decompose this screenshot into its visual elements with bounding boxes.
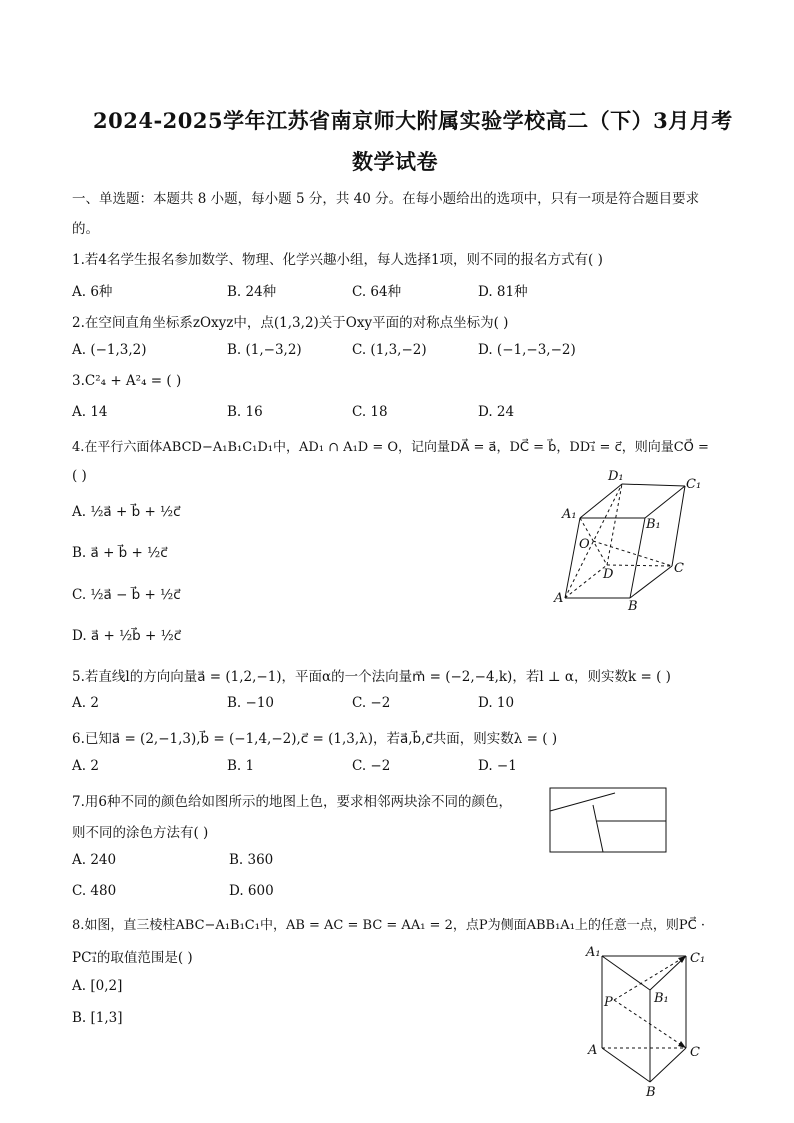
label-b: B xyxy=(646,1085,656,1100)
label-d1: D₁ xyxy=(608,469,624,484)
question-5-option-b: B. −10 xyxy=(227,695,274,711)
label-c: C xyxy=(690,1045,700,1060)
label-d: D xyxy=(603,567,614,582)
question-4-option-b: B. a⃗ + b⃗ + ½c⃗ xyxy=(72,545,168,561)
question-4-stem: 4.在平行六面体ABCD−A₁B₁C₁D₁中，AD₁ ∩ A₁D = O，记向量DA⃗ = a⃗，DC⃗ = b⃗，DD₁⃗ = c⃗，则向量CO⃗ = xyxy=(72,440,709,455)
page-title: 2024-2025学年江苏省南京师大附属实验学校高二（下）3月月考 xyxy=(93,108,733,133)
label-a: A xyxy=(554,591,564,606)
question-2-option-c: C. (1,3,−2) xyxy=(352,342,427,358)
question-5-option-d: D. 10 xyxy=(478,695,515,711)
question-6-option-c: C. −2 xyxy=(352,758,391,774)
question-1-option-d: D. 81种 xyxy=(478,284,528,300)
question-6-stem: 6.已知a⃗ = (2,−1,3),b⃗ = (−1,4,−2),c⃗ = (1,3,λ)，若a⃗,b⃗,c⃗共面，则实数λ = ( ) xyxy=(72,731,558,747)
question-1-option-b: B. 24种 xyxy=(227,284,277,300)
question-5-stem: 5.若直线l的方向向量a⃗ = (1,2,−1)，平面α的一个法向量m⃗ = (−2,−4,k)，若l ⊥ α，则实数k = ( ) xyxy=(72,669,671,685)
parallelepiped-figure xyxy=(550,468,710,618)
question-2-stem: 2.在空间直角坐标系zOxyz中，点(1,3,2)关于Oxy平面的对称点坐标为( ) xyxy=(72,315,509,331)
section-heading-line2: 的。 xyxy=(72,221,99,237)
label-a: A xyxy=(588,1043,598,1058)
label-o: O xyxy=(579,537,590,552)
question-2-option-b: B. (1,−3,2) xyxy=(227,342,302,358)
question-7-option-b: B. 360 xyxy=(229,852,274,868)
label-c: C xyxy=(674,561,684,576)
question-4-stem-paren: ( ) xyxy=(72,468,87,484)
question-1-option-c: C. 64种 xyxy=(352,284,402,300)
question-3-option-c: C. 18 xyxy=(352,404,388,420)
question-8-stem-line2: PC₁⃗的取值范围是( ) xyxy=(72,950,193,966)
question-2-option-a: A. (−1,3,2) xyxy=(72,342,147,358)
question-5-option-a: A. 2 xyxy=(72,695,99,711)
question-6-option-b: B. 1 xyxy=(227,758,255,774)
question-4-option-d: D. a⃗ + ½b⃗ + ½c⃗ xyxy=(72,628,182,644)
question-2-option-d: D. (−1,−3,−2) xyxy=(478,342,576,358)
question-3-stem: 3.C²₄ + A²₄ = ( ) xyxy=(72,373,182,389)
question-1-stem: 1.若4名学生报名参加数学、物理、化学兴趣小组，每人选择1项，则不同的报名方式有( ) xyxy=(72,252,603,268)
question-4-option-a: A. ½a⃗ + b⃗ + ½c⃗ xyxy=(72,504,181,520)
label-a1: A₁ xyxy=(562,507,577,522)
map-figure xyxy=(549,787,669,855)
question-7-stem-line1: 7.用6种不同的颜色给如图所示的地图上色，要求相邻两块涂不同的颜色， xyxy=(72,794,512,810)
label-c1: C₁ xyxy=(686,477,702,492)
question-3-option-a: A. 14 xyxy=(72,404,108,420)
section-heading-line1: 一、单选题：本题共 8 小题，每小题 5 分，共 40 分。在每小题给出的选项中，只有一项是符合题目要求 xyxy=(72,191,700,207)
question-8-option-b: B. [1,3] xyxy=(72,1010,123,1026)
page-subtitle: 数学试卷 xyxy=(352,149,438,174)
label-p: P xyxy=(604,995,613,1010)
question-4-option-c: C. ½a⃗ − b⃗ + ½c⃗ xyxy=(72,587,181,603)
label-b1: B₁ xyxy=(646,517,661,532)
label-b1: B₁ xyxy=(654,991,669,1006)
question-3-option-d: D. 24 xyxy=(478,404,515,420)
question-5-option-c: C. −2 xyxy=(352,695,391,711)
question-8-option-a: A. [0,2] xyxy=(72,978,123,994)
label-c1: C₁ xyxy=(690,951,706,966)
label-b: B xyxy=(628,599,638,614)
question-7-option-a: A. 240 xyxy=(72,852,117,868)
prism-figure xyxy=(582,942,722,1102)
question-8-stem-line1: 8.如图，直三棱柱ABC−A₁B₁C₁中，AB = AC = BC = AA₁ = 2，点P为侧面ABB₁A₁上的任意一点，则PC⃗ · xyxy=(72,918,705,933)
question-7-stem-line2: 则不同的涂色方法有( ) xyxy=(72,825,209,841)
label-a1: A₁ xyxy=(586,945,601,960)
question-7-option-d: D. 600 xyxy=(229,883,274,899)
question-3-option-b: B. 16 xyxy=(227,404,263,420)
question-1-option-a: A. 6种 xyxy=(72,284,113,300)
question-7-option-c: C. 480 xyxy=(72,883,117,899)
question-6-option-a: A. 2 xyxy=(72,758,99,774)
question-6-option-d: D. −1 xyxy=(478,758,517,774)
